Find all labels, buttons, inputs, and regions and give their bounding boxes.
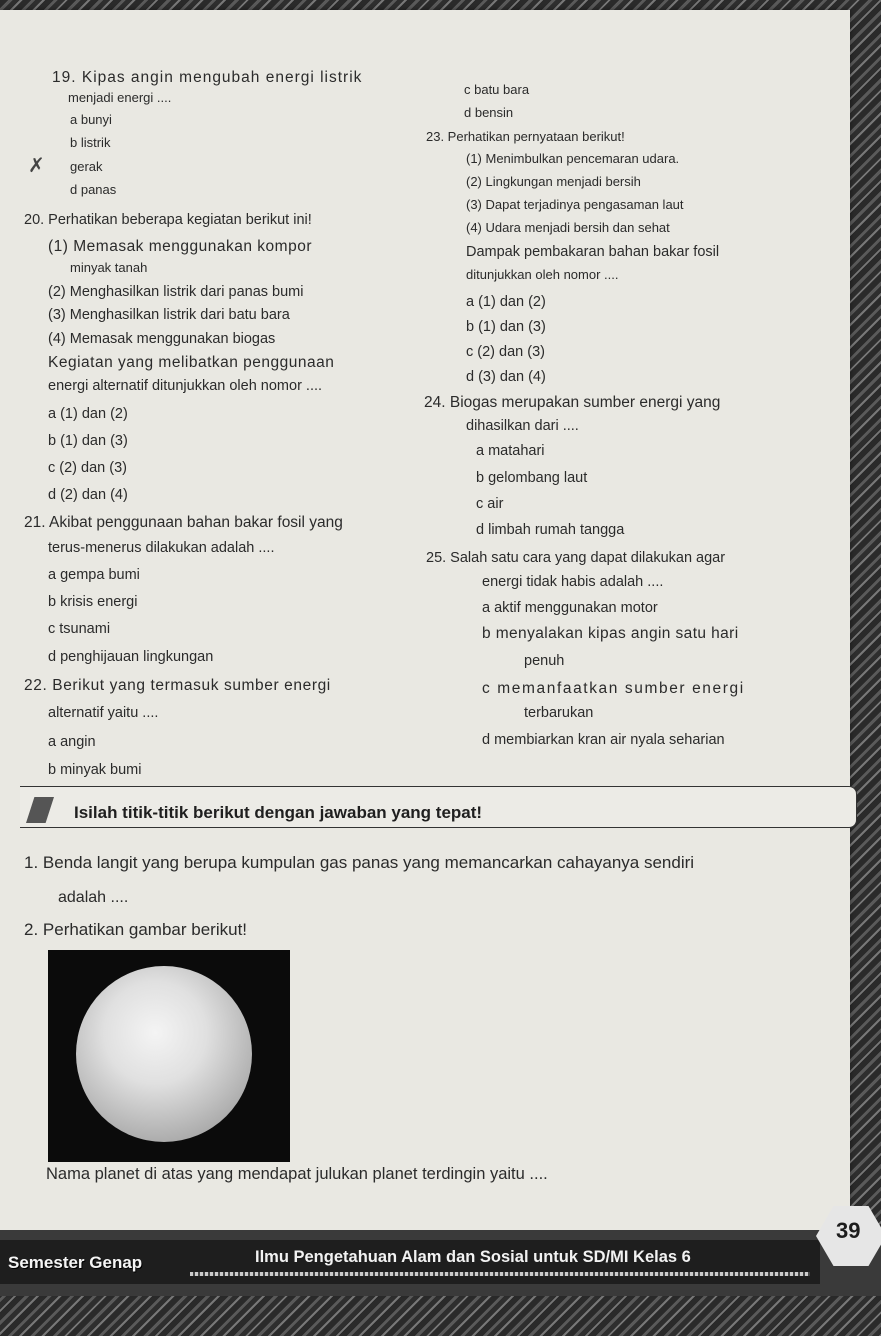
q24-option-a: a matahari bbox=[476, 443, 545, 459]
q23-text: 23. Perhatikan pernyataan berikut! bbox=[426, 129, 625, 144]
q23-option-c: c (2) dan (3) bbox=[466, 344, 545, 360]
q19-option-a: a bunyi bbox=[70, 112, 112, 127]
footer-divider bbox=[190, 1272, 810, 1276]
q24-text-1: 24. Biogas merupakan sumber energi yang bbox=[424, 394, 721, 411]
q19-option-c2: c batu bara bbox=[464, 82, 530, 97]
q25-option-a: a aktif menggunakan motor bbox=[482, 600, 658, 616]
q25-option-d: d membiarkan kran air nyala seharian bbox=[482, 732, 725, 748]
q21-text-1: 21. Akibat penggunaan bahan bakar fosil yang bbox=[24, 514, 343, 531]
q20-item-2: (2) Menghasilkan listrik dari panas bumi bbox=[48, 284, 304, 300]
q25-option-c-cont: terbarukan bbox=[524, 705, 594, 721]
q24-option-c: c air bbox=[476, 496, 504, 512]
q20-option-b: b (1) dan (3) bbox=[48, 433, 128, 449]
q23-option-d: d (3) dan (4) bbox=[466, 369, 546, 385]
q21-option-b: b krisis energi bbox=[48, 594, 138, 610]
q20-option-c: c (2) dan (3) bbox=[48, 460, 127, 476]
q20-item-1-cont: minyak tanah bbox=[70, 260, 148, 275]
q20-prompt-2: energi alternatif ditunjukkan oleh nomor .... bbox=[48, 378, 323, 394]
q23-option-a: a (1) dan (2) bbox=[466, 294, 546, 310]
q24-option-d: d limbah rumah tangga bbox=[476, 522, 625, 538]
section-title: Isilah titik-titik berikut dengan jawaban yang tepat! bbox=[74, 803, 483, 822]
planet-image bbox=[48, 950, 290, 1162]
q25-option-c: c memanfaatkan sumber energi bbox=[482, 680, 745, 697]
q23-prompt-2: ditunjukkan oleh nomor .... bbox=[466, 267, 619, 282]
q22-option-a: a angin bbox=[48, 734, 96, 750]
footer-title: Ilmu Pengetahuan Alam dan Sosial untuk SD/MI Kelas 6 bbox=[255, 1248, 691, 1266]
fill-q1-text-2: adalah .... bbox=[58, 889, 129, 906]
q23-item-3: (3) Dapat terjadinya pengasaman laut bbox=[466, 197, 684, 212]
q20-option-d: d (2) dan (4) bbox=[48, 487, 128, 503]
cross-mark-icon: ✗ bbox=[28, 155, 45, 177]
q21-text-2: terus-menerus dilakukan adalah .... bbox=[48, 540, 275, 556]
q20-option-a: a (1) dan (2) bbox=[48, 406, 128, 422]
q23-item-4: (4) Udara menjadi bersih dan sehat bbox=[466, 220, 670, 235]
q19-option-b: b listrik bbox=[70, 135, 111, 150]
q24-option-b: b gelombang laut bbox=[476, 470, 588, 486]
q22-option-b: b minyak bumi bbox=[48, 762, 142, 778]
q25-option-b-cont: penuh bbox=[524, 653, 565, 669]
q23-prompt-1: Dampak pembakaran bahan bakar fosil bbox=[466, 244, 720, 260]
q20-item-3: (3) Menghasilkan listrik dari batu bara bbox=[48, 307, 290, 323]
fill-q2-text: 2. Perhatikan gambar berikut! bbox=[24, 920, 248, 939]
q19-text-2: menjadi energi .... bbox=[68, 90, 172, 105]
page-number: 39 bbox=[836, 1218, 861, 1243]
planet-sphere bbox=[76, 966, 252, 1142]
q20-text: 20. Perhatikan beberapa kegiatan berikut ini! bbox=[24, 212, 312, 228]
fill-q1-text-1: 1. Benda langit yang berupa kumpulan gas panas yang memancarkan cahayanya sendiri bbox=[24, 853, 695, 872]
q25-text-1: 25. Salah satu cara yang dapat dilakukan agar bbox=[426, 550, 726, 566]
q23-item-2: (2) Lingkungan menjadi bersih bbox=[466, 174, 641, 189]
fill-q2-question: Nama planet di atas yang mendapat julukan planet terdingin yaitu .... bbox=[46, 1165, 548, 1183]
q23-item-1: (1) Menimbulkan pencemaran udara. bbox=[466, 151, 680, 166]
q19-option-d2: d bensin bbox=[464, 105, 514, 120]
q22-text-2: alternatif yaitu .... bbox=[48, 705, 159, 721]
q20-prompt-1: Kegiatan yang melibatkan penggunaan bbox=[48, 354, 335, 371]
q21-option-a: a gempa bumi bbox=[48, 567, 140, 583]
q19-text-1: 19. Kipas angin mengubah energi listrik bbox=[52, 69, 363, 86]
q20-item-1: (1) Memasak menggunakan kompor bbox=[48, 238, 312, 255]
q22-text-1: 22. Berikut yang termasuk sumber energi bbox=[24, 677, 331, 694]
q19-option-d: d panas bbox=[70, 182, 117, 197]
q21-option-c: c tsunami bbox=[48, 621, 111, 637]
q24-text-2: dihasilkan dari .... bbox=[466, 418, 579, 434]
q20-item-4: (4) Memasak menggunakan biogas bbox=[48, 331, 276, 347]
q25-option-b: b menyalakan kipas angin satu hari bbox=[482, 625, 739, 642]
footer-semester: Semester Genap bbox=[8, 1253, 143, 1272]
q21-option-d: d penghijauan lingkungan bbox=[48, 649, 214, 665]
q25-text-2: energi tidak habis adalah .... bbox=[482, 574, 664, 590]
q19-option-c: gerak bbox=[70, 159, 103, 174]
q23-option-b: b (1) dan (3) bbox=[466, 319, 546, 335]
